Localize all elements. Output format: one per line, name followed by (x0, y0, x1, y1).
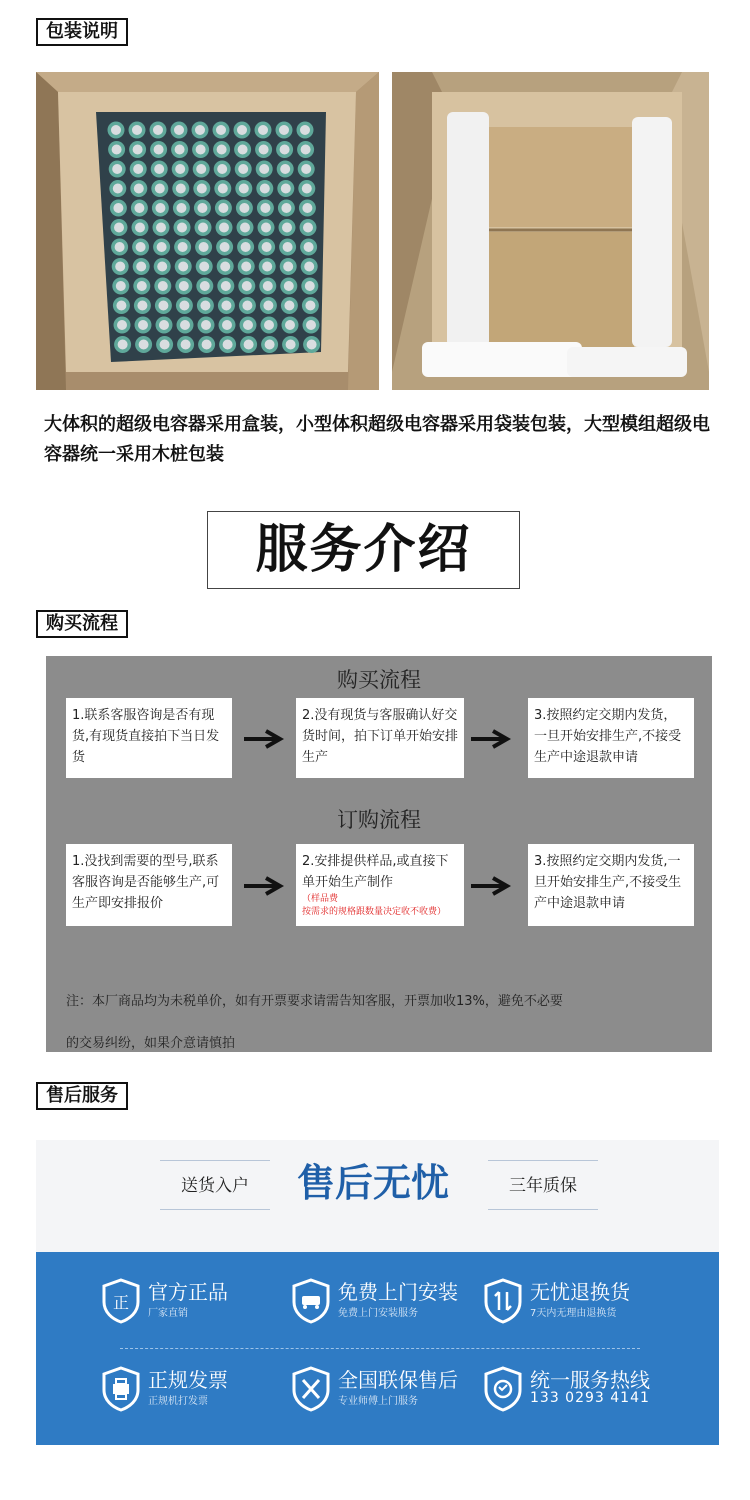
shield-phone-icon (484, 1366, 522, 1412)
order-flow-title: 订购流程 (337, 808, 421, 832)
feature-install (292, 1272, 492, 1334)
feature-return (484, 1272, 684, 1334)
feature-genuine-sub: 厂家直销 (148, 1308, 188, 1319)
feature-install-sub: 免费上门安装服务 (338, 1308, 418, 1319)
shield-tools-icon (292, 1366, 330, 1412)
order-step-1: 1.没找到需要的型号,联系客服咨询是否能够生产,可生产即安排报价 (66, 844, 232, 926)
shield-zheng-icon (102, 1278, 140, 1324)
feature-warranty (292, 1360, 492, 1422)
arrow-right-icon (244, 876, 284, 896)
feature-hotline-title: 统一服务热线 (530, 1368, 650, 1392)
purchase-step-3: 3.按照约定交期内发货，一旦开始安排生产,不接受生产中途退款申请 (528, 698, 694, 778)
order-step-2 (296, 844, 464, 926)
feature-install-title: 免费上门安装 (338, 1280, 458, 1304)
sample-fee-note (302, 893, 458, 919)
feature-hotline (484, 1360, 684, 1422)
sample-fee-note-2: 按需求的规格跟数量决定收不收费） (302, 907, 447, 917)
arrow-right-icon (471, 876, 511, 896)
shield-printer-icon (102, 1366, 140, 1412)
order-step-3: 3.按照约定交期内发货,一旦开始安排生产,不接受生产中途退款申请 (528, 844, 694, 926)
purchase-flow-panel (46, 656, 712, 1052)
tax-note-line-2: 的交易纠纷，如果介意请慎拍 (66, 1036, 236, 1051)
purchase-step-1: 1.联系客服咨询是否有现货,有现货直接拍下当日发货 (66, 698, 232, 778)
packaging-caption: 大体积的超级电容器采用盒装，小型体积超级电容器采用袋装包装，大型模组超级电容器统一采用木桩包装 (44, 414, 710, 465)
shield-return-icon (484, 1278, 522, 1324)
shield-car-icon (292, 1278, 330, 1324)
divider (120, 1348, 640, 1349)
feature-invoice-sub: 正规机打发票 (148, 1396, 208, 1407)
section-tag-after-sales: 售后服务 (36, 1082, 128, 1110)
arrow-right-icon (471, 729, 511, 749)
feature-warranty-title: 全国联保售后 (338, 1368, 458, 1392)
order-step-2-text: 2.安排提供样品,或直接下单开始生产制作 (302, 854, 449, 890)
feature-genuine (102, 1272, 302, 1334)
section-tag-packaging: 包装说明 (36, 18, 128, 46)
feature-invoice (102, 1360, 302, 1422)
feature-invoice-title: 正规发票 (148, 1368, 228, 1392)
feature-hotline-number: 133 0293 4141 (530, 1390, 650, 1406)
after-sales-title: 售后无忧 (296, 1161, 449, 1205)
svg-text:正: 正 (112, 1293, 130, 1312)
pill-warranty: 三年质保 (488, 1160, 598, 1210)
packaging-photo-foam-box (392, 72, 709, 390)
pill-delivery: 送货入户 (160, 1160, 270, 1210)
service-banner: 服务介绍 (207, 511, 520, 589)
feature-warranty-sub: 专业师傅上门服务 (338, 1396, 418, 1407)
feature-genuine-title: 官方正品 (148, 1280, 228, 1304)
purchase-step-2: 2.没有现货与客服确认好交货时间，拍下订单开始安排生产 (296, 698, 464, 778)
section-tag-purchase: 购买流程 (36, 610, 128, 638)
packaging-photo-capacitors (36, 72, 379, 390)
arrow-right-icon (244, 729, 284, 749)
feature-return-title: 无忧退换货 (530, 1280, 630, 1304)
tax-note-line-1: 注：本厂商品均为未税单价，如有开票要求请需告知客服，开票加收13%，避免不必要 (66, 994, 563, 1009)
purchase-flow-title: 购买流程 (337, 668, 421, 692)
sample-fee-note-1: （样品费 (302, 894, 339, 904)
feature-return-sub: 7天内无理由退换货 (530, 1308, 617, 1319)
